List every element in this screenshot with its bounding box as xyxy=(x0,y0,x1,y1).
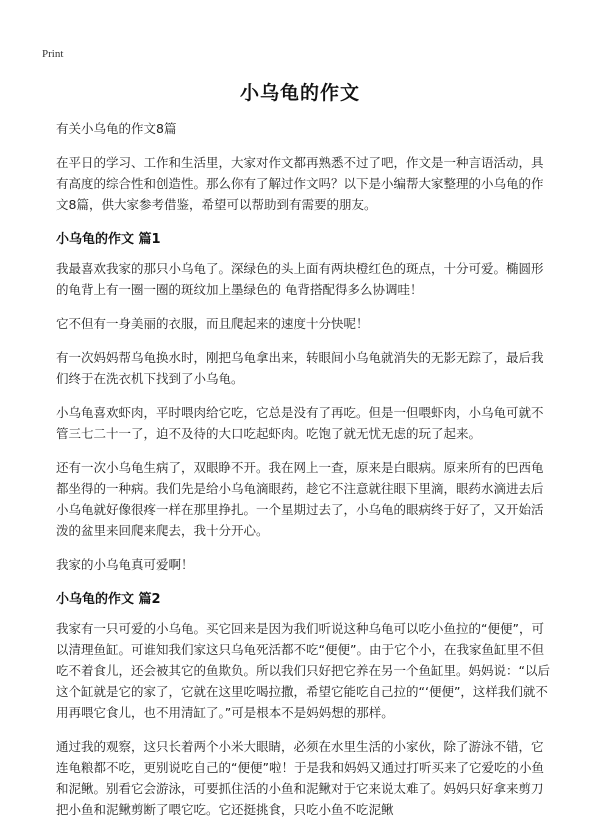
paragraph: 小乌龟喜欢虾肉，平时喂肉给它吃，它总是没有了再吃。但是一但喂虾肉，小乌龟可就不管三七二十一了，迫不及待的大口吃起虾肉。吃饱了就无忧无虑的玩了起来。 xyxy=(56,405,544,441)
section-title: 小乌龟的作文 篇1 xyxy=(56,232,161,247)
intro-heading: 有关小乌龟的作文8篇 xyxy=(56,121,177,136)
intro-paragraph: 在平日的学习、工作和生活里，大家对作文都再熟悉不过了吧，作文是一种言语活动，具有高度的综合性和创造性。那么你有了解过作文吗？以下是小编帮大家整理的小乌龟的作文8篇，供大家参考借鉴，希望可以帮助到有需要的朋友。 xyxy=(56,155,544,212)
paragraph: 我最喜欢我家的那只小乌龟了。深绿色的头上面有两块橙红色的斑点，十分可爱。椭圆形的龟背上有一圈一圈的斑纹加上墨绿色的 龟背搭配得多么协调哇！ xyxy=(56,261,544,297)
paragraph: 我家的小乌龟真可爱啊！ xyxy=(56,557,194,572)
document-body xyxy=(56,118,550,833)
paragraph: 通过我的观察，这只长着两个小米大眼睛，必须在水里生活的小家伙，除了游泳不错，它连龟粮都不吃，更别说吃自己的“便便”啦！于是我和妈妈又通过打听买来了它爱吃的小鱼和泥鳅。别看它会游泳，可要抓住活的小鱼和泥鳅对于它来说太难了。妈妈只好拿来剪刀把小鱼和泥鳅剪断了喂它吃。它还挺挑食，只吃小鱼不吃泥鳅 xyxy=(56,739,544,817)
paragraph: 它不但有一身美丽的衣服，而且爬起来的速度十分快呢！ xyxy=(56,316,369,331)
section-title: 小乌龟的作文 篇2 xyxy=(56,592,161,607)
print-label: Print xyxy=(42,48,64,60)
paragraph: 还有一次小乌龟生病了，双眼睁不开。我在网上一查，原来是白眼病。原来所有的巴西龟都坐得的一种病。我们先是给小乌龟滴眼药，趁它不注意就往眼下里滴，眼药水滴进去后小乌龟就好像很疼一样在那里挣扎。一个星期过去了，小乌龟的眼病终于好了，又开始活泼的盆里来回爬来爬去，我十分开心。 xyxy=(56,460,544,538)
page-title: 小乌龟的作文 xyxy=(239,82,360,104)
paragraph: 有一次妈妈帮乌龟换水时，刚把乌龟拿出来，转眼间小乌龟就消失的无影无踪了，最后我们终于在洗衣机下找到了小乌龟。 xyxy=(56,350,544,386)
paragraph: 我家有一只可爱的小乌龟。买它回来是因为我们听说这种乌龟可以吃小鱼拉的“便便”，可以清理鱼缸。可谁知我们家这只乌龟死活都不吃“便便”。由于它个小，在我家鱼缸里不但吃不着食儿，还会被其它的鱼欺负。所以我们只好把它养在另一个鱼缸里。妈妈说：“以后这个缸就是它的家了，它就在这里吃喝拉撒，希望它能吃自己拉的“‘便便”，这样我们就不用再喂它食儿，也不用清缸了。”可是根本不是妈妈想的那样。 xyxy=(56,621,550,720)
